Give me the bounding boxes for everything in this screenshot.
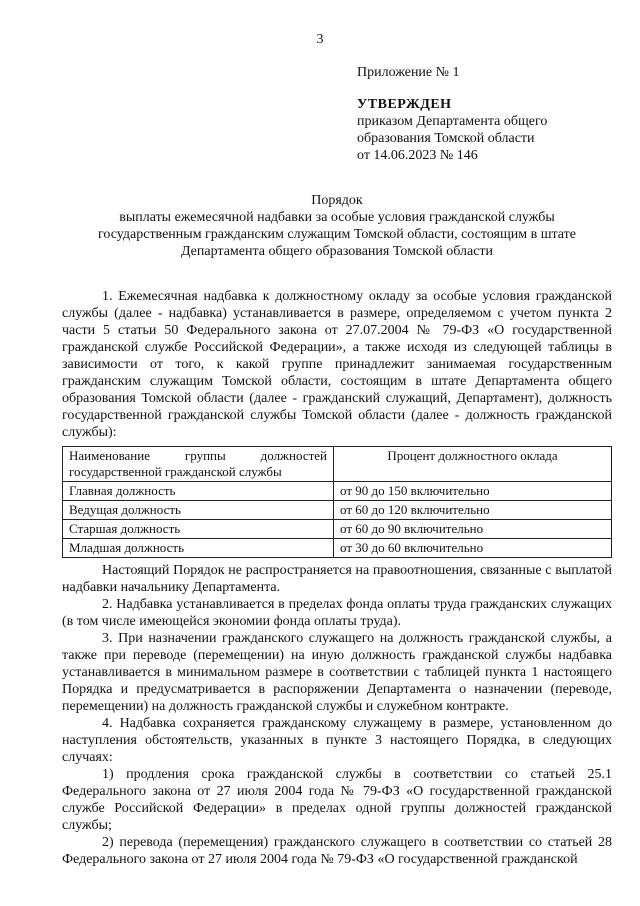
approval-line: образования Томской области [357,131,535,146]
body-section-main [62,562,612,868]
paragraph: 3. При назначении гражданского служащего на должность гражданской службы, а также при переводе (перемещении) на иную должность гражданской службы надбавка устанавливается в минимальном размере в соответствии с таблицей пункта 1 настоящего Порядка и предусматривается в распоряжении Департамента о назначении (переводе, перемещении) на должность гражданской службы и служебном контракте. [62,631,612,714]
table-cell: Главная должность [63,482,334,501]
appendix-label: Приложение № 1 [357,65,460,80]
table-cell: от 60 до 120 включительно [334,501,612,520]
paragraph: 4. Надбавка сохраняется гражданскому служащему в размере, установленном до наступления обстоятельств, указанных в пункте 3 настоящего Порядка, в следующих случаях: [62,716,612,765]
approval-block [357,96,547,164]
table-cell: Старшая должность [63,520,334,539]
allowance-table [62,446,612,558]
title-line: Департамента общего образования Томской области [180,244,494,259]
table-cell: Ведущая должность [63,501,334,520]
paragraph: 2) перевода (перемещения) гражданского служащего в соответствии со статьей 28 Федерального закона от 27 июля 2004 года № 79-ФЗ «О государственной гражданской [62,835,612,867]
title-line: государственным гражданским служащим Томской области, состоящим в штате [98,227,576,242]
table-cell: от 30 до 60 включительно [334,539,612,558]
table-cell: от 90 до 150 включительно [334,482,612,501]
title-line: выплаты ежемесячной надбавки за особые условия гражданской службы [119,210,555,225]
table-row [63,482,612,501]
table-row [63,501,612,520]
table-header-cell: Процент должностного оклада [334,447,612,482]
paragraph: 1) продления срока гражданской службы в соответствии со статьей 25.1 Федерального закона от 27 июля 2004 года № 79-ФЗ «О государственной гражданской службе Российской Федерации» в пределах одной группы должностей гражданской службы; [62,767,612,833]
table-row [63,539,612,558]
table-header-cell: Наименование группы должностей государственной гражданской службы [63,447,334,482]
table-header-row [63,447,612,482]
table-cell: от 60 до 90 включительно [334,520,612,539]
document-title [62,192,612,260]
paragraph: 1. Ежемесячная надбавка к должностному окладу за особые условия гражданской службы (далее - надбавка) устанавливается в размере, определяемом с учетом пункта 2 части 5 статьи 50 Федерального закона от 27.07.2004 № 79-ФЗ «О государственной гражданской службе Российской Федерации», а также исходя из следующей таблицы в зависимости от того, к какой группе принадлежит занимаемая государственным гражданским служащим Томской области, состоящим в штате Департамента общего образования Томской области (далее - гражданский служащий, Департамент), должность государственной гражданской службы Томской области (далее - должность гражданской службы): [62,289,612,440]
approval-heading: УТВЕРЖДЕН [357,97,452,112]
title-heading: Порядок [311,193,363,208]
page-number: 3 [316,32,324,47]
paragraph: Настоящий Порядок не распространяется на правоотношения, связанные с выплатой надбавки начальнику Департамента. [62,563,612,595]
table-cell: Младшая должность [63,539,334,558]
table-row [63,520,612,539]
approval-line: от 14.06.2023 № 146 [357,148,478,163]
paragraph: 2. Надбавка устанавливается в пределах фонда оплаты труда гражданских служащих (в том числе имеющейся экономии фонда оплаты труда). [62,597,612,629]
approval-line: приказом Департамента общего [357,114,548,129]
body-section-intro [62,288,612,441]
